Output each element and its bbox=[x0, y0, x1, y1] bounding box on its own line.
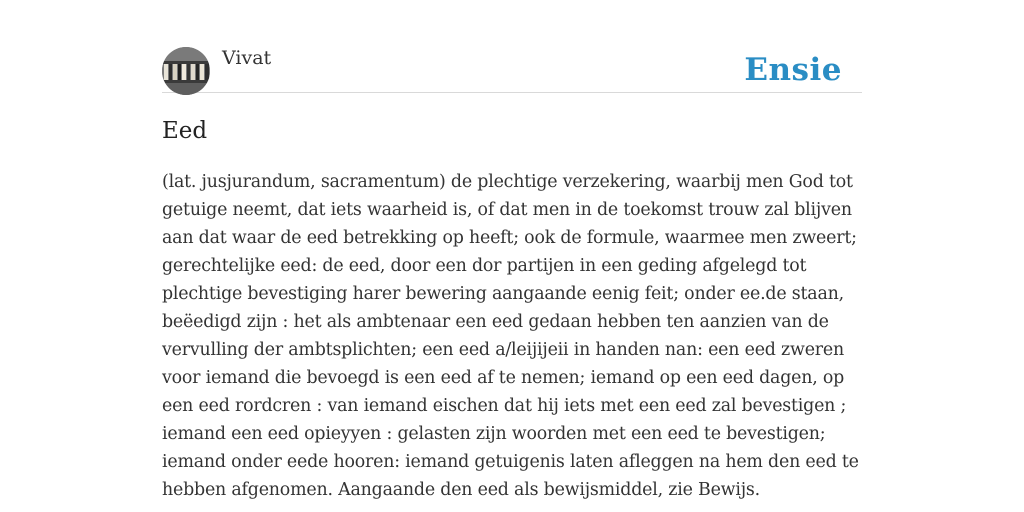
body-line: gerechtelijke eed: de eed, door een dor partijen in een geding afgelegd tot bbox=[162, 256, 807, 276]
header bbox=[162, 46, 862, 93]
bookshelf-avatar-icon bbox=[162, 47, 210, 95]
body-line: (lat. jusjurandum, sacramentum) de plechtige verzekering, waarbij men God tot bbox=[162, 172, 853, 192]
body-line: voor iemand die bevoegd is een eed af te nemen; iemand op een eed dagen, op bbox=[162, 368, 845, 388]
body-line: iemand een eed opieyyen : gelasten zijn woorden met een eed te bevestigen; bbox=[162, 424, 826, 444]
brand-logo[interactable]: Ensie bbox=[744, 52, 842, 88]
article-body bbox=[162, 168, 882, 504]
body-line: iemand onder eede hooren: iemand getuigenis laten afleggen na hem den eed te bbox=[162, 452, 859, 472]
body-line: hebben afgenomen. Aangaande den eed als bewijsmiddel, zie Bewijs. bbox=[162, 480, 760, 500]
page-title: Eed bbox=[162, 118, 208, 144]
author-avatar[interactable] bbox=[162, 47, 210, 95]
body-line: plechtige bevestiging harer bewering aangaande eenig feit; onder ee.de staan, bbox=[162, 284, 844, 304]
body-line: vervulling der ambtsplichten; een eed a/leijijeii in handen nan: een eed zweren bbox=[162, 340, 844, 360]
body-line: beëedigd zijn : het als ambtenaar een eed gedaan hebben ten aanzien van de bbox=[162, 312, 829, 332]
body-line: aan dat waar de eed betrekking op heeft; ook de formule, waarmee men zweert; bbox=[162, 228, 857, 248]
body-line: een eed rordcren : van iemand eischen dat hij iets met een eed zal bevestigen ; bbox=[162, 396, 847, 416]
body-line: getuige neemt, dat iets waarheid is, of dat men in de toekomst trouw zal blijven bbox=[162, 200, 852, 220]
author-name[interactable]: Vivat bbox=[222, 47, 272, 69]
